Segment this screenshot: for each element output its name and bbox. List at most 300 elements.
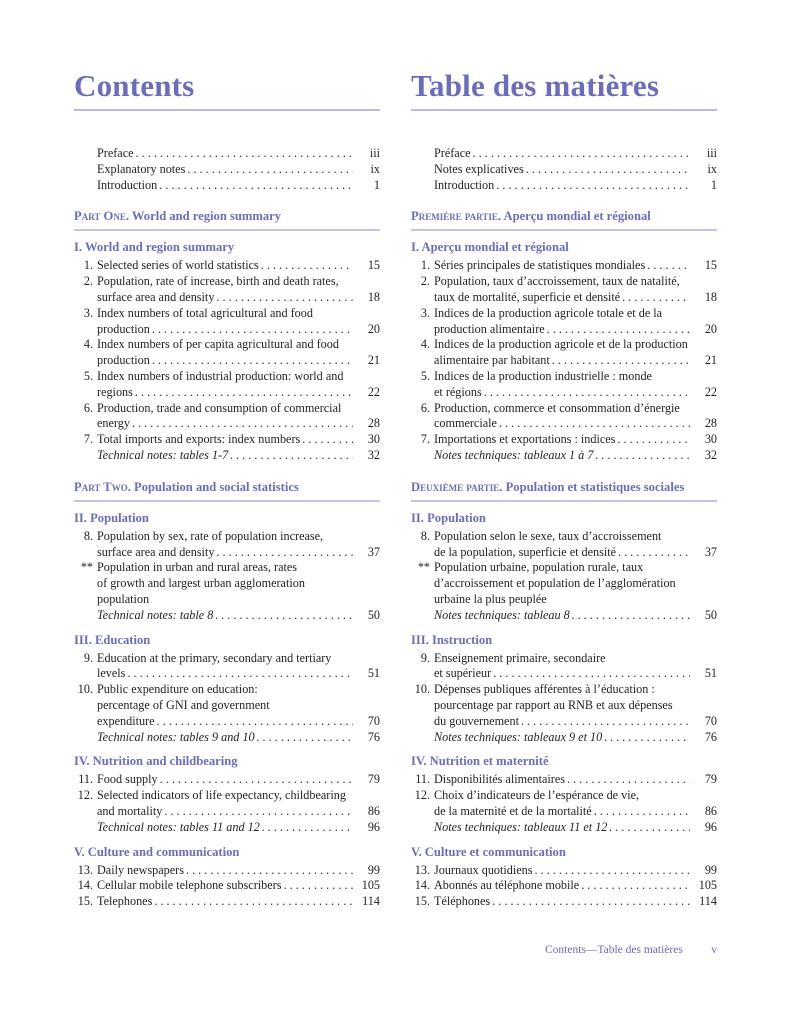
- entry-title: Explanatory notes: [97, 161, 186, 176]
- entry-page: [353, 337, 380, 353]
- entry-text-wrap: [434, 820, 690, 836]
- entry-number: [411, 353, 434, 369]
- entry-text-wrap: [97, 529, 353, 545]
- entry-number: 15.: [414, 894, 430, 909]
- dot-leader: [490, 894, 690, 910]
- dot-leader: [125, 666, 353, 682]
- entry-text-wrap: [434, 666, 690, 682]
- entry-title: surface area and density: [97, 544, 215, 559]
- entry-title: pourcentage par rapport au RNB et aux dépenses: [434, 697, 673, 712]
- dot-leader: [497, 416, 690, 432]
- entry-text-wrap: [97, 772, 353, 788]
- toc-entry-line[interactable]: [411, 666, 717, 682]
- dot-leader: [259, 258, 353, 274]
- entry-number: [411, 666, 434, 682]
- entry-text-wrap: [97, 788, 353, 804]
- entry-page: [690, 306, 717, 322]
- toc-entry-line: [411, 592, 717, 608]
- entry-page: 51: [704, 666, 717, 681]
- entry-text-wrap: [97, 353, 353, 369]
- entry-indent: [411, 146, 434, 162]
- entry-title: Index numbers of per capita agricultural and food: [97, 337, 339, 352]
- section-heading: II. Population: [411, 510, 486, 525]
- entry-title: Abonnés au téléphone mobile: [434, 878, 580, 893]
- page-footer: [545, 944, 717, 956]
- part-heading: [411, 479, 717, 502]
- dot-leader: [616, 545, 690, 561]
- entry-indent: [74, 146, 97, 162]
- entry-number: [74, 448, 97, 464]
- entry-number: 2.: [420, 274, 430, 289]
- part-label: Part One.: [74, 209, 129, 224]
- dot-leader: [150, 353, 353, 369]
- entry-page: 30: [367, 432, 380, 447]
- toc-entry-line: [74, 576, 380, 592]
- toc-entry-line[interactable]: [74, 385, 380, 401]
- dot-leader: [494, 178, 690, 194]
- entry-page: 79: [704, 772, 717, 787]
- entry-text-wrap: [97, 385, 353, 401]
- dot-leader: [570, 608, 690, 624]
- entry-number: 7.: [420, 432, 430, 447]
- entry-page: 86: [704, 803, 717, 818]
- toc-entry-line: [74, 560, 380, 576]
- toc-entry-line: [411, 337, 717, 353]
- entry-number: 3.: [83, 305, 93, 320]
- page-number: v: [711, 944, 717, 956]
- entry-number: **: [417, 560, 430, 575]
- toc-entry-line[interactable]: [74, 608, 380, 624]
- dot-leader: [157, 178, 353, 194]
- toc-entry-line[interactable]: [411, 730, 717, 746]
- entry-page: 50: [704, 607, 717, 622]
- toc-entry-line[interactable]: [411, 714, 717, 730]
- entry-page: [353, 682, 380, 698]
- part-title: World and region summary: [131, 209, 282, 224]
- entry-title: Daily newspapers: [97, 862, 184, 877]
- toc-entry-explanatory-notes[interactable]: [74, 162, 380, 178]
- part-heading: [411, 208, 717, 231]
- entry-text-wrap: [434, 290, 690, 306]
- toc-entry-line[interactable]: [411, 322, 717, 338]
- entry-text-wrap: [97, 545, 353, 561]
- dot-leader: [213, 608, 353, 624]
- entry-text-wrap: [434, 401, 690, 417]
- toc-entry-line[interactable]: [411, 772, 717, 788]
- entry-text-wrap: [97, 322, 353, 338]
- toc-entry-line[interactable]: [74, 322, 380, 338]
- entry-page: [353, 788, 380, 804]
- entry-page: 51: [367, 666, 380, 681]
- entry-page: 50: [367, 607, 380, 622]
- toc-entry-line[interactable]: [411, 894, 717, 910]
- entry-title: and mortality: [97, 803, 163, 818]
- entry-page: [690, 529, 717, 545]
- dot-leader: [645, 258, 690, 274]
- entry-page: 28: [367, 416, 380, 431]
- entry-text-wrap: [434, 651, 690, 667]
- dot-leader: [565, 772, 690, 788]
- toc-entry-line[interactable]: [411, 258, 717, 274]
- toc-entry-line[interactable]: [74, 448, 380, 464]
- toc-entry-line[interactable]: [74, 714, 380, 730]
- toc-entry-line: [74, 529, 380, 545]
- entry-page: 37: [367, 544, 380, 559]
- entry-text-wrap: [97, 306, 353, 322]
- entry-number: [74, 714, 97, 730]
- entry-title: energy: [97, 416, 130, 431]
- entry-number: [74, 804, 97, 820]
- toc-entry-line[interactable]: [74, 258, 380, 274]
- entry-title: population: [97, 591, 150, 606]
- entry-text-wrap: [434, 162, 690, 178]
- entry-text-wrap: [434, 178, 690, 194]
- toc-entry-line[interactable]: [411, 545, 717, 561]
- entry-title: Population, rate of increase, birth and death rates,: [97, 274, 339, 289]
- toc-entry-préface[interactable]: [411, 146, 717, 162]
- entry-page: [353, 592, 380, 608]
- entry-text-wrap: [434, 337, 690, 353]
- entry-text-wrap: [97, 820, 353, 836]
- toc-entry-introduction[interactable]: [74, 178, 380, 194]
- toc-entry-line: [74, 788, 380, 804]
- toc-entry-line[interactable]: [411, 863, 717, 879]
- entry-text-wrap: [97, 146, 353, 162]
- entry-title: Technical notes: table 8: [97, 607, 214, 622]
- entry-title: Séries principales de statistiques mondiales: [434, 258, 646, 273]
- entry-text-wrap: [97, 448, 353, 464]
- toc-entry-line: [411, 560, 717, 576]
- dot-leader: [214, 290, 353, 306]
- entry-page: 37: [704, 544, 717, 559]
- entry-text-wrap: [97, 290, 353, 306]
- entry-number: [411, 820, 434, 836]
- entry-title: of growth and largest urban agglomeration: [97, 576, 305, 591]
- entry-page: [353, 698, 380, 714]
- toc-entry-line: [74, 306, 380, 322]
- entry-number: 3.: [420, 305, 430, 320]
- entry-title: Public expenditure on education:: [97, 682, 258, 697]
- entry-number: [411, 576, 434, 592]
- entry-page: 114: [362, 894, 380, 909]
- entry-text-wrap: [97, 878, 353, 894]
- dot-leader: [533, 863, 690, 879]
- toc-entry-line: [74, 651, 380, 667]
- toc-entry-line[interactable]: [74, 353, 380, 369]
- entry-number: [74, 545, 97, 561]
- entry-number: [411, 608, 434, 624]
- toc-entry-line: [411, 529, 717, 545]
- part-heading: [74, 208, 380, 231]
- entry-page: 96: [367, 819, 380, 834]
- entry-title: Technical notes: tables 11 and 12: [97, 819, 260, 834]
- dot-leader: [281, 878, 353, 894]
- toc-entry-line[interactable]: [411, 878, 717, 894]
- entry-number: 15.: [77, 894, 93, 909]
- entry-number: 7.: [83, 432, 93, 447]
- toc-entry-line[interactable]: [411, 608, 717, 624]
- entry-page: 114: [699, 894, 717, 909]
- toc-entry-line: [411, 651, 717, 667]
- toc-entry-preface[interactable]: [74, 146, 380, 162]
- page-title: Contents: [74, 66, 380, 111]
- entry-page: ix: [370, 161, 380, 176]
- entry-indent: [411, 178, 434, 194]
- toc-entry-line[interactable]: [411, 290, 717, 306]
- toc-entry-line[interactable]: [411, 820, 717, 836]
- entry-page: [353, 401, 380, 417]
- toc-entry-line[interactable]: [411, 432, 717, 448]
- entry-text-wrap: [434, 576, 690, 592]
- entry-page: [353, 576, 380, 592]
- entry-text-wrap: [97, 698, 353, 714]
- entry-title: Choix d’indicateurs de l’espérance de vie,: [434, 788, 640, 803]
- entry-page: 18: [367, 289, 380, 304]
- entry-text-wrap: [434, 146, 690, 162]
- entry-title: Food supply: [97, 772, 158, 787]
- entry-number: 10.: [77, 682, 93, 697]
- entry-title: et régions: [434, 384, 482, 399]
- entry-text-wrap: [434, 448, 690, 464]
- toc-entry-line[interactable]: [74, 878, 380, 894]
- toc-entry-line[interactable]: [74, 820, 380, 836]
- entry-title: Introduction: [97, 177, 158, 192]
- entry-text-wrap: [434, 772, 690, 788]
- entry-title: production: [97, 353, 150, 368]
- contents-column-french: [411, 66, 717, 910]
- entry-page: [353, 529, 380, 545]
- toc-entry-line[interactable]: [74, 416, 380, 432]
- toc-entry-line[interactable]: [74, 730, 380, 746]
- entry-text-wrap: [97, 560, 353, 576]
- entry-text-wrap: [434, 353, 690, 369]
- toc-entry-line[interactable]: [74, 804, 380, 820]
- dot-leader: [214, 545, 353, 561]
- entry-title: de la population, superficie et densité: [434, 544, 617, 559]
- entry-title: Education at the primary, secondary and tertiary: [97, 650, 332, 665]
- section-heading: IV. Nutrition et maternité: [411, 754, 549, 769]
- entry-page: [690, 337, 717, 353]
- dot-leader: [519, 714, 690, 730]
- part-title: Aperçu mondial et régional: [503, 209, 651, 224]
- entry-number: [411, 416, 434, 432]
- entry-number: 11.: [78, 772, 93, 787]
- entry-title: Production, commerce et consommation d’énergie: [434, 400, 680, 415]
- entry-title: Notes explicatives: [434, 161, 524, 176]
- entry-title: Téléphones: [434, 894, 491, 909]
- entry-page: 70: [704, 713, 717, 728]
- entry-page: 1: [710, 177, 717, 192]
- entry-page: 32: [704, 447, 717, 462]
- entry-page: 76: [704, 729, 717, 744]
- entry-number: [74, 576, 97, 592]
- entry-title: Telephones: [97, 894, 153, 909]
- entry-title: Selected indicators of life expectancy, childbearing: [97, 788, 346, 803]
- dot-leader: [593, 448, 690, 464]
- entry-text-wrap: [97, 682, 353, 698]
- dot-leader: [579, 878, 690, 894]
- entry-number: [411, 592, 434, 608]
- entry-text-wrap: [97, 894, 353, 910]
- dot-leader: [158, 772, 353, 788]
- entry-number: 13.: [414, 862, 430, 877]
- entry-text-wrap: [434, 529, 690, 545]
- entry-text-wrap: [97, 592, 353, 608]
- entry-title: production: [97, 321, 150, 336]
- entry-title: Importations et exportations : indices: [434, 432, 616, 447]
- entry-title: Introduction: [434, 177, 495, 192]
- entry-text-wrap: [97, 369, 353, 385]
- entry-number: 14.: [77, 878, 93, 893]
- toc-entry-line[interactable]: [411, 448, 717, 464]
- entry-number: **: [80, 560, 93, 575]
- entry-title: Total imports and exports: index numbers: [97, 432, 301, 447]
- entry-title: Dépenses publiques afférentes à l’éducation :: [434, 682, 655, 697]
- toc-entry-line[interactable]: [411, 353, 717, 369]
- dot-leader: [130, 416, 353, 432]
- entry-title: Selected series of world statistics: [97, 258, 259, 273]
- dot-leader: [602, 730, 690, 746]
- entry-title: Notes techniques: tableaux 1 à 7: [434, 447, 594, 462]
- entry-title: et supérieur: [434, 666, 492, 681]
- entry-page: 32: [367, 447, 380, 462]
- entry-text-wrap: [97, 432, 353, 448]
- section-heading: V. Culture and communication: [74, 844, 240, 859]
- toc-entry-line: [74, 698, 380, 714]
- entry-title: production alimentaire: [434, 321, 545, 336]
- entry-number: [74, 416, 97, 432]
- toc-entry-line[interactable]: [411, 804, 717, 820]
- dot-leader: [255, 730, 353, 746]
- entry-text-wrap: [434, 560, 690, 576]
- entry-text-wrap: [97, 651, 353, 667]
- entry-number: 9.: [83, 650, 93, 665]
- toc-entry-line[interactable]: [74, 863, 380, 879]
- entry-title: Index numbers of total agricultural and food: [97, 305, 313, 320]
- part-label: Première partie.: [411, 209, 502, 224]
- entry-title: Notes techniques: tableaux 9 et 10: [434, 729, 603, 744]
- dot-leader: [150, 322, 353, 338]
- entry-page: 20: [704, 321, 717, 336]
- entry-number: 12.: [414, 788, 430, 803]
- entry-page: [690, 401, 717, 417]
- entry-title: alimentaire par habitant: [434, 353, 550, 368]
- entry-text-wrap: [97, 401, 353, 417]
- front-matter-list: [74, 146, 380, 193]
- entry-text-wrap: [434, 306, 690, 322]
- entry-page: [690, 274, 717, 290]
- toc-entry-line[interactable]: [74, 290, 380, 306]
- entry-title: percentage of GNI and government: [97, 697, 270, 712]
- entry-page: [690, 560, 717, 576]
- entry-text-wrap: [434, 788, 690, 804]
- entry-number: [74, 290, 97, 306]
- toc-entry-line[interactable]: [74, 545, 380, 561]
- dot-leader: [592, 804, 690, 820]
- entry-number: 5.: [83, 368, 93, 383]
- entry-number: [74, 730, 97, 746]
- entry-number: 13.: [77, 862, 93, 877]
- part-title: Population and social statistics: [134, 479, 299, 494]
- entry-page: [690, 369, 717, 385]
- entry-page: [690, 576, 717, 592]
- toc-entry-line: [411, 788, 717, 804]
- dot-leader: [162, 804, 353, 820]
- entry-page: iii: [369, 146, 380, 160]
- section-heading: II. Population: [74, 510, 149, 525]
- entry-page: 22: [367, 384, 380, 399]
- entry-indent: [411, 162, 434, 178]
- toc-entry-introduction[interactable]: [411, 178, 717, 194]
- entry-title: Notes techniques: tableaux 11 et 12: [434, 819, 608, 834]
- part-label: Deuxième partie.: [411, 479, 503, 494]
- entry-title: Preface: [97, 146, 134, 160]
- toc-entry-line[interactable]: [411, 385, 717, 401]
- running-title: Contents—Table des matières: [545, 944, 683, 956]
- entry-title: de la maternité et de la mortalité: [434, 803, 592, 818]
- entry-page: 96: [704, 819, 717, 834]
- entry-title: taux de mortalité, superficie et densité: [434, 289, 621, 304]
- toc-entry-line: [74, 369, 380, 385]
- entry-title: Notes techniques: tableau 8: [434, 607, 570, 622]
- entry-text-wrap: [434, 730, 690, 746]
- entry-text-wrap: [434, 545, 690, 561]
- entry-text-wrap: [434, 416, 690, 432]
- entry-page: 99: [704, 862, 717, 877]
- toc-entry-line: [411, 369, 717, 385]
- entry-title: d’accroissement et population de l’agglomération: [434, 576, 676, 591]
- entry-title: du gouvernement: [434, 713, 519, 728]
- entry-page: 21: [704, 353, 717, 368]
- toc-entry-line[interactable]: [74, 894, 380, 910]
- entry-page: 1: [373, 177, 380, 192]
- dot-leader: [155, 714, 353, 730]
- toc-entry-line[interactable]: [74, 432, 380, 448]
- entry-number: 8.: [420, 528, 430, 543]
- dot-leader: [550, 353, 690, 369]
- entry-text-wrap: [434, 608, 690, 624]
- entry-indent: [74, 162, 97, 178]
- entry-title: commerciale: [434, 416, 497, 431]
- entry-title: Population, taux d’accroissement, taux de natalité,: [434, 274, 680, 289]
- entry-text-wrap: [97, 863, 353, 879]
- entry-text-wrap: [97, 666, 353, 682]
- entry-title: Population selon le sexe, taux d’accroissement: [434, 528, 662, 543]
- entry-title: expenditure: [97, 713, 155, 728]
- toc-entry-notes-explicatives[interactable]: [411, 162, 717, 178]
- entry-text-wrap: [434, 385, 690, 401]
- entry-text-wrap: [434, 592, 690, 608]
- entry-text-wrap: [97, 608, 353, 624]
- entry-page: [353, 306, 380, 322]
- toc-entry-line[interactable]: [74, 772, 380, 788]
- entry-page: 22: [704, 384, 717, 399]
- section-heading: III. Education: [74, 632, 151, 647]
- entry-page: [353, 560, 380, 576]
- toc-entry-line[interactable]: [411, 416, 717, 432]
- dot-leader: [300, 432, 353, 448]
- entry-title: Enseignement primaire, secondaire: [434, 650, 606, 665]
- entry-page: [690, 698, 717, 714]
- entry-number: [411, 385, 434, 401]
- entry-number: 6.: [83, 400, 93, 415]
- entry-title: Indices de la production agricole totale et de la: [434, 305, 663, 320]
- entry-number: 1.: [420, 258, 430, 273]
- entry-page: [353, 369, 380, 385]
- part-label: Part Two.: [74, 479, 131, 494]
- entry-page: 86: [367, 803, 380, 818]
- toc-entry-line[interactable]: [74, 666, 380, 682]
